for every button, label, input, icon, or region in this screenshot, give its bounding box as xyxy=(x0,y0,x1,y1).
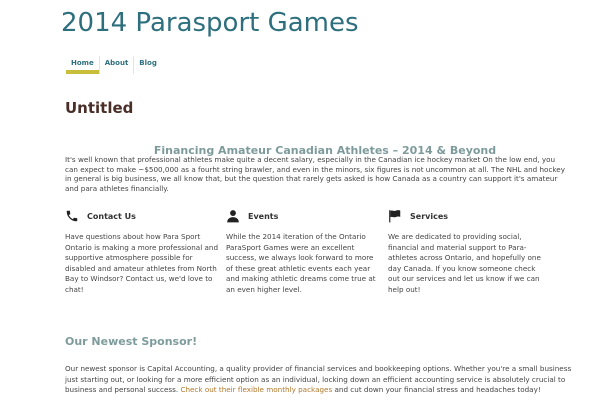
events-heading xyxy=(226,208,381,224)
site-title[interactable]: 2014 Parasport Games xyxy=(61,8,359,38)
contact-heading xyxy=(65,208,220,224)
contact-column xyxy=(65,208,220,295)
events-title[interactable]: Events xyxy=(248,211,279,221)
events-text: While the 2014 iteration of the Ontario ParaSport Games were an excellent success, we always look forward to more of these great athletic events each year and making athletic dreams come true at an even higher level. xyxy=(226,232,376,294)
nav-item-blog[interactable]: Blog xyxy=(133,56,162,74)
services-text: We are dedicated to providing social, financial and material support to Para-athletes across Ontario, and hopefully one day Canada. If you know someone check out our services and let us know if we can help out! xyxy=(388,232,541,294)
services-column xyxy=(388,208,543,295)
contact-title[interactable]: Contact Us xyxy=(87,211,136,221)
intro-heading: Financing Amateur Canadian Athletes – 2014 & Beyond xyxy=(153,144,497,157)
events-column xyxy=(226,208,381,295)
sponsor-text xyxy=(65,364,575,396)
page-title: Untitled xyxy=(65,99,134,117)
services-title[interactable]: Services xyxy=(410,211,449,221)
user-icon xyxy=(226,209,240,223)
phone-icon xyxy=(65,209,79,223)
sponsor-packages-link[interactable]: Check out their flexible monthly packages xyxy=(180,385,333,394)
nav-item-home[interactable]: Home xyxy=(66,56,99,74)
flag-icon xyxy=(388,209,402,223)
main-nav xyxy=(66,56,162,74)
services-heading xyxy=(388,208,543,224)
sponsor-text-before: Our newest sponsor is Capital Accounting, a quality provider of financial services and bookkeeping options. Whether you're a small business just starting out, or looking for a more efficient option as an individual, locking down an efficient accounting service is absolutely crucial to business and personal success. xyxy=(65,364,572,394)
nav-item-about[interactable]: About xyxy=(99,56,134,74)
intro-text: It's well known that professional athletes make quite a decent salary, especially in the Canadian ice hockey market On the low end, you can expect to make ~$500,000 as a fourht string brawler, and even in the minors, six figures is not uncommon at all. The NHL and hockey in general is big business, we all know that, but the question that rarely gets asked is how Canada as a country can support it's amateur and para athletes financially. xyxy=(65,155,565,193)
sponsor-text-after: and cut down your financial stress and headaches today! xyxy=(332,385,541,394)
contact-text: Have questions about how Para Sport Ontario is making a more professional and supportive atmosphere possible for disabled and amateur athletes from North Bay to Windsor? Contact us, we'd love to chat! xyxy=(65,232,219,294)
sponsor-heading: Our Newest Sponsor! xyxy=(65,335,198,348)
